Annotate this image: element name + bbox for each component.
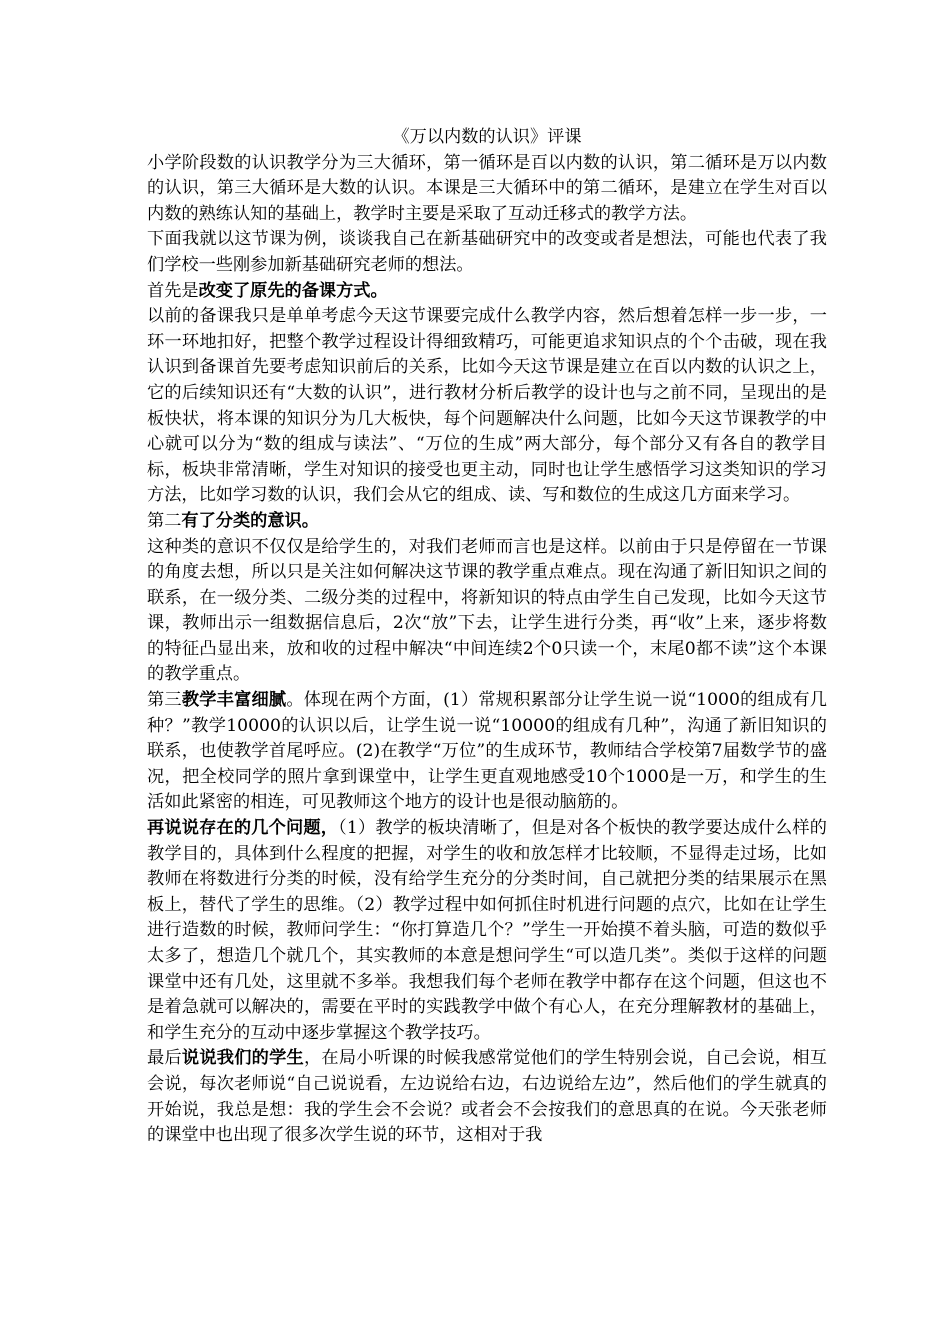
section-heading-first <box>147 279 827 305</box>
paragraph-lesson-prep: 以前的备课我只是单单考虑今天这节课要完成什么教学内容，然后想着怎样一步一步，一环一环地扣好，把整个教学过程设计得细致精巧，可能更追求知识点的个个击破，现在我认识到备课首先要考虑知识前后的关系，比如今天这节课是建立在百以内数的认识之上，它的后续知识还有“大数的认识”，进行教材分析后教学的设计也与之前不同，呈现出的是板快状，将本课的知识分为几大板快，每个问题解决什么问题，比如今天这节课教学的中心就可以分为“数的组成与读法”、“万位的生成”两大部分，每个部分又有各自的教学目标，板块非常清晰，学生对知识的接受也更主动，同时也让学生感悟学习这类知识的学习方法，比如学习数的认识，我们会从它的组成、读、写和数位的生成这几方面来学习。 <box>147 306 827 506</box>
paragraph-third <box>147 688 827 816</box>
heading-bold: 改变了原先的备课方式。 <box>198 280 388 301</box>
heading-bold: 说说我们的学生 <box>181 1048 304 1069</box>
paragraph-body: 。体现在两个方面，(1）常规积累部分让学生说一说“1000的组成有几种？”教学10000的认识以后，让学生说一说“10000的组成有几种”，沟通了新旧知识的联系，也使教学首尾呼应。(2)在教学“万位”的生成环节，教师结合学校第7届数学节的盛况，把全校同学的照片拿到课堂中，让学生更直观地感受10个1000是一万，和学生的生活如此紧密的相连，可见教师这个地方的设计也是很动脑筋的。 <box>147 690 827 813</box>
page-title: 《万以内数的认识》评课 <box>392 127 582 147</box>
paragraph-classification: 这种类的意识不仅仅是给学生的，对我们老师而言也是这样。以前由于只是停留在一节课的角度去想，所以只是关注如何解决这节课的教学重点难点。现在沟通了新旧知识之间的联系，在一级分类、二级分类的过程中，将新知识的特点由学生自己发现，比如今天这节课，教师出示一组数据信息后，2次“放”下去，让学生进行分类，再“收”上来，逐步将数的特征凸显出来，放和收的过程中解决“中间连续2个0只读一个，末尾0都不读”这个本课的教学重点。 <box>147 536 827 685</box>
section-heading-second <box>147 509 827 535</box>
heading-prefix: 最后 <box>147 1048 182 1069</box>
paragraph-students <box>147 1046 827 1148</box>
paragraph-intro: 小学阶段数的认识教学分为三大循环，第一循环是百以内数的认识，第二循环是万以内数的认识，第三大循环是大数的认识。本课是三大循环中的第二循环，是建立在学生对百以内数的熟练认知的基础上，教学时主要是采取了互动迁移式的教学方法。 <box>147 152 827 224</box>
heading-bold: 教学丰富细腻 <box>181 690 287 711</box>
heading-prefix: 第三 <box>147 690 182 711</box>
paragraph-body: （1）教学的板块清晰了，但是对各个板快的教学要达成什么样的教学目的，具体到什么程度的把握，对学生的收和放怎样才比较顺，不显得走过场，比如教师在将数进行分类的时候，没有给学生充分的分类时间，自己就把分类的结果展示在黑板上，替代了学生的思维。（2）教学过程中如何抓住时机进行问题的点穴，比如在让学生进行造数的时候，教师问学生：“你打算造几个？”学生一开始摸不着头脑，可造的数似乎太多了，想造几个就几个，其实教师的本意是想问学生“可以造几类”。类似于这样的问题课堂中还有几处，这里就不多举。我想我们每个老师在教学中都存在这个问题，但这也不是着急就可以解决的，需要在平时的实践教学中做个有心人，在充分理解教材的基础上，和学生充分的互动中逐步掌握这个教学技巧。 <box>147 818 827 1043</box>
heading-bold: 有了分类的意识。 <box>181 510 319 531</box>
paragraph-body: ，在局小听课的时候我感常觉他们的学生特别会说，自己会说，相互会说，每次老师说“自己说说看，左边说给右边，右边说给左边”，然后他们的学生就真的开始说，我总是想：我的学生会不会说？或者会不会按我们的意思真的在说。今天张老师的课堂中也出现了很多次学生说的环节，这相对于我 <box>147 1048 827 1146</box>
paragraph-overview: 下面我就以这节课为例，谈谈我自己在新基础研究中的改变或者是想法，可能也代表了我们学校一些刚参加新基础研究老师的想法。 <box>147 229 827 275</box>
paragraph-problems <box>147 816 827 1046</box>
heading-bold: 再说说存在的几个问题， <box>147 818 339 839</box>
document-page <box>147 125 827 1149</box>
heading-prefix: 首先是 <box>147 280 199 301</box>
heading-prefix: 第二 <box>147 510 182 531</box>
